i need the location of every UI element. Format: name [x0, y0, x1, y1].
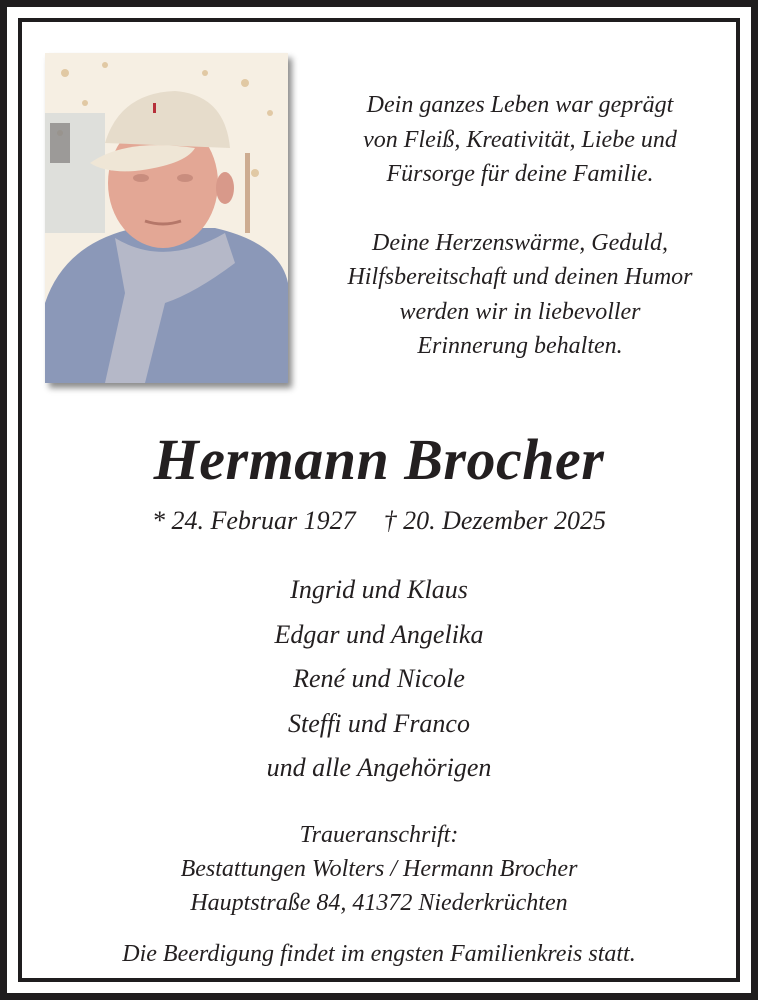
address-line-1: Bestattungen Wolters / Hermann Brocher: [180, 856, 578, 882]
memorial-quote: [305, 88, 735, 364]
quote-stanza-1: Dein ganzes Leben war geprägt von Fleiß, Kreativität, Liebe und Fürsorge für deine Familie.: [363, 92, 677, 187]
family-member: René und Nicole: [293, 664, 465, 693]
family-member: Edgar und Angelika: [274, 619, 484, 649]
burial-note: Die Beerdigung findet im engsten Familienkreis statt.: [122, 941, 636, 967]
portrait-image: [45, 53, 288, 383]
quote-stanza-2: Deine Herzenswärme, Geduld, Hilfsbereitschaft und deinen Humor werden wir in liebevoller Erinnerung behalten.: [347, 229, 693, 359]
death-date: † 20. Dezember 2025: [383, 506, 607, 535]
family-member: und alle Angehörigen: [266, 753, 492, 782]
portrait-photo: [45, 53, 288, 383]
family-list: [0, 568, 758, 791]
address-line-2: Hauptstraße 84, 41372 Niederkrüchten: [190, 890, 568, 916]
birth-date: * 24. Februar 1927: [151, 506, 356, 535]
life-dates: [0, 503, 758, 539]
family-member: Ingrid und Klaus: [290, 575, 468, 604]
family-member: Steffi und Franco: [288, 708, 470, 738]
deceased-name: Hermann Brocher: [153, 427, 605, 492]
address-label: Traueranschrift:: [299, 822, 459, 848]
mourning-address: [0, 818, 758, 920]
